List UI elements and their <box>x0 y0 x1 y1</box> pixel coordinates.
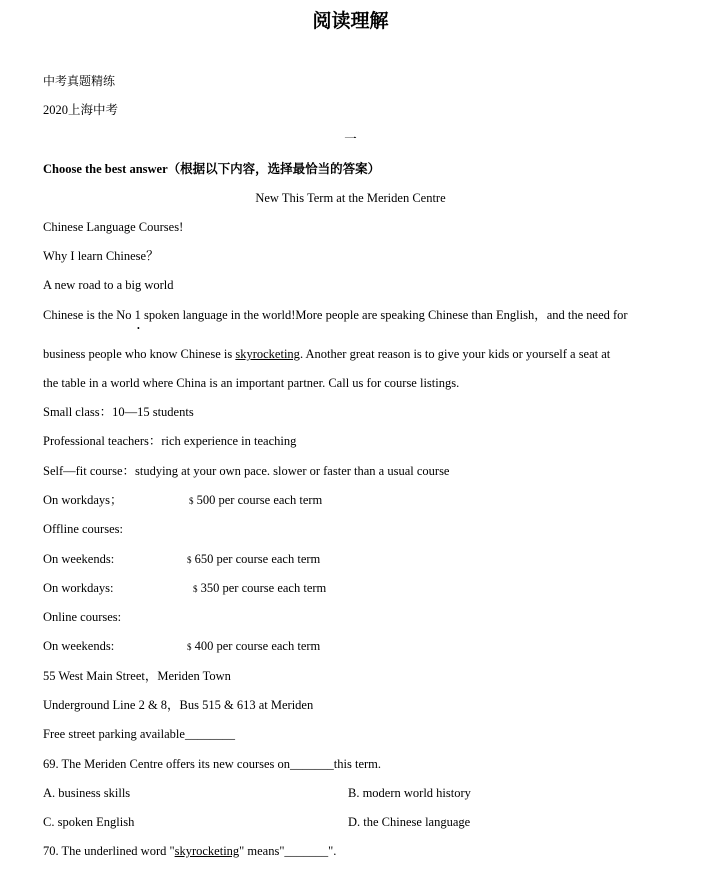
section-mark: 一 <box>344 132 357 146</box>
option-69-d: D. the Chinese language <box>348 815 471 829</box>
dollar-sign: $ <box>187 555 192 565</box>
option-69-b: B. modern world history <box>348 786 471 800</box>
ad-line-why: Why I learn Chinese？ <box>43 249 159 263</box>
ad-paragraph-line2-start: business people who know Chinese is <box>43 347 236 361</box>
ad-weekends-2-price <box>187 638 320 655</box>
ad-line-courses: Chinese Language Courses! <box>43 220 184 234</box>
instruction: Choose the best answer（根据以下内容，选择最恰当的答案） <box>43 162 381 176</box>
subtitle-exam: 2020上海中考 <box>43 103 119 117</box>
ad-paragraph-line2-end: . Another great reason is to give your kids or yourself a seat at <box>299 347 611 361</box>
ad-workdays-2-price <box>193 580 326 597</box>
price-text: 650 per course each term <box>194 552 321 566</box>
ad-line-road: A new road to a big world <box>43 278 174 292</box>
dollar-sign: $ <box>187 642 192 652</box>
ad-weekends-1-label: On weekends: <box>43 552 115 566</box>
question-70 <box>43 843 336 859</box>
ad-parking: Free street parking available________ <box>43 727 235 741</box>
question-70-end: " means"_______". <box>239 844 337 858</box>
ad-heading: New This Term at the Meriden Centre <box>255 191 446 205</box>
ad-workdays-1-label: On workdays； <box>43 493 123 507</box>
ad-paragraph-line3: the table in a world where China is an important partner. Call us for course listings. <box>43 376 460 390</box>
underlined-word-skyrocketing: skyrocketing <box>174 844 240 858</box>
price-text: 400 per course each term <box>194 639 321 653</box>
ad-address: 55 West Main Street，Meriden Town <box>43 669 231 683</box>
ad-self-fit: Self—fit course：studying at your own pace. slower or faster than a usual course <box>43 464 450 478</box>
ad-teachers: Professional teachers：rich experience in teaching <box>43 434 297 448</box>
underlined-word-skyrocketing: skyrocketing <box>235 347 300 361</box>
ad-small-class: Small class：10—15 students <box>43 405 194 419</box>
question-69: 69. The Meriden Centre offers its new courses on_______this term. <box>43 757 382 771</box>
price-text: 500 per course each term <box>196 493 323 507</box>
option-69-c: C. spoken English <box>43 815 135 829</box>
ad-transport: Underground Line 2 & 8，Bus 515 & 613 at Meriden <box>43 698 314 712</box>
page-title: 阅读理解 <box>312 10 389 32</box>
question-70-start: 70. The underlined word " <box>43 844 175 858</box>
ad-weekends-1-price <box>187 551 320 568</box>
price-text: 350 per course each term <box>200 581 327 595</box>
dollar-sign: $ <box>189 496 194 506</box>
ad-weekends-2-label: On weekends: <box>43 639 115 653</box>
ad-paragraph-line2 <box>43 346 610 362</box>
ad-paragraph-line1: Chinese is the No 1 spoken language in the world!More people are speaking Chinese than English，and the need for <box>43 308 628 322</box>
ad-workdays-1-price <box>189 492 322 509</box>
ad-workdays-2-label: On workdays: <box>43 581 114 595</box>
ad-offline-courses: Offline courses: <box>43 522 123 536</box>
dollar-sign: $ <box>193 584 198 594</box>
emphasis-dot: • <box>137 324 140 333</box>
subtitle-practice: 中考真题精练 <box>43 74 116 88</box>
option-69-a: A. business skills <box>43 786 131 800</box>
ad-online-courses: Online courses: <box>43 610 122 624</box>
